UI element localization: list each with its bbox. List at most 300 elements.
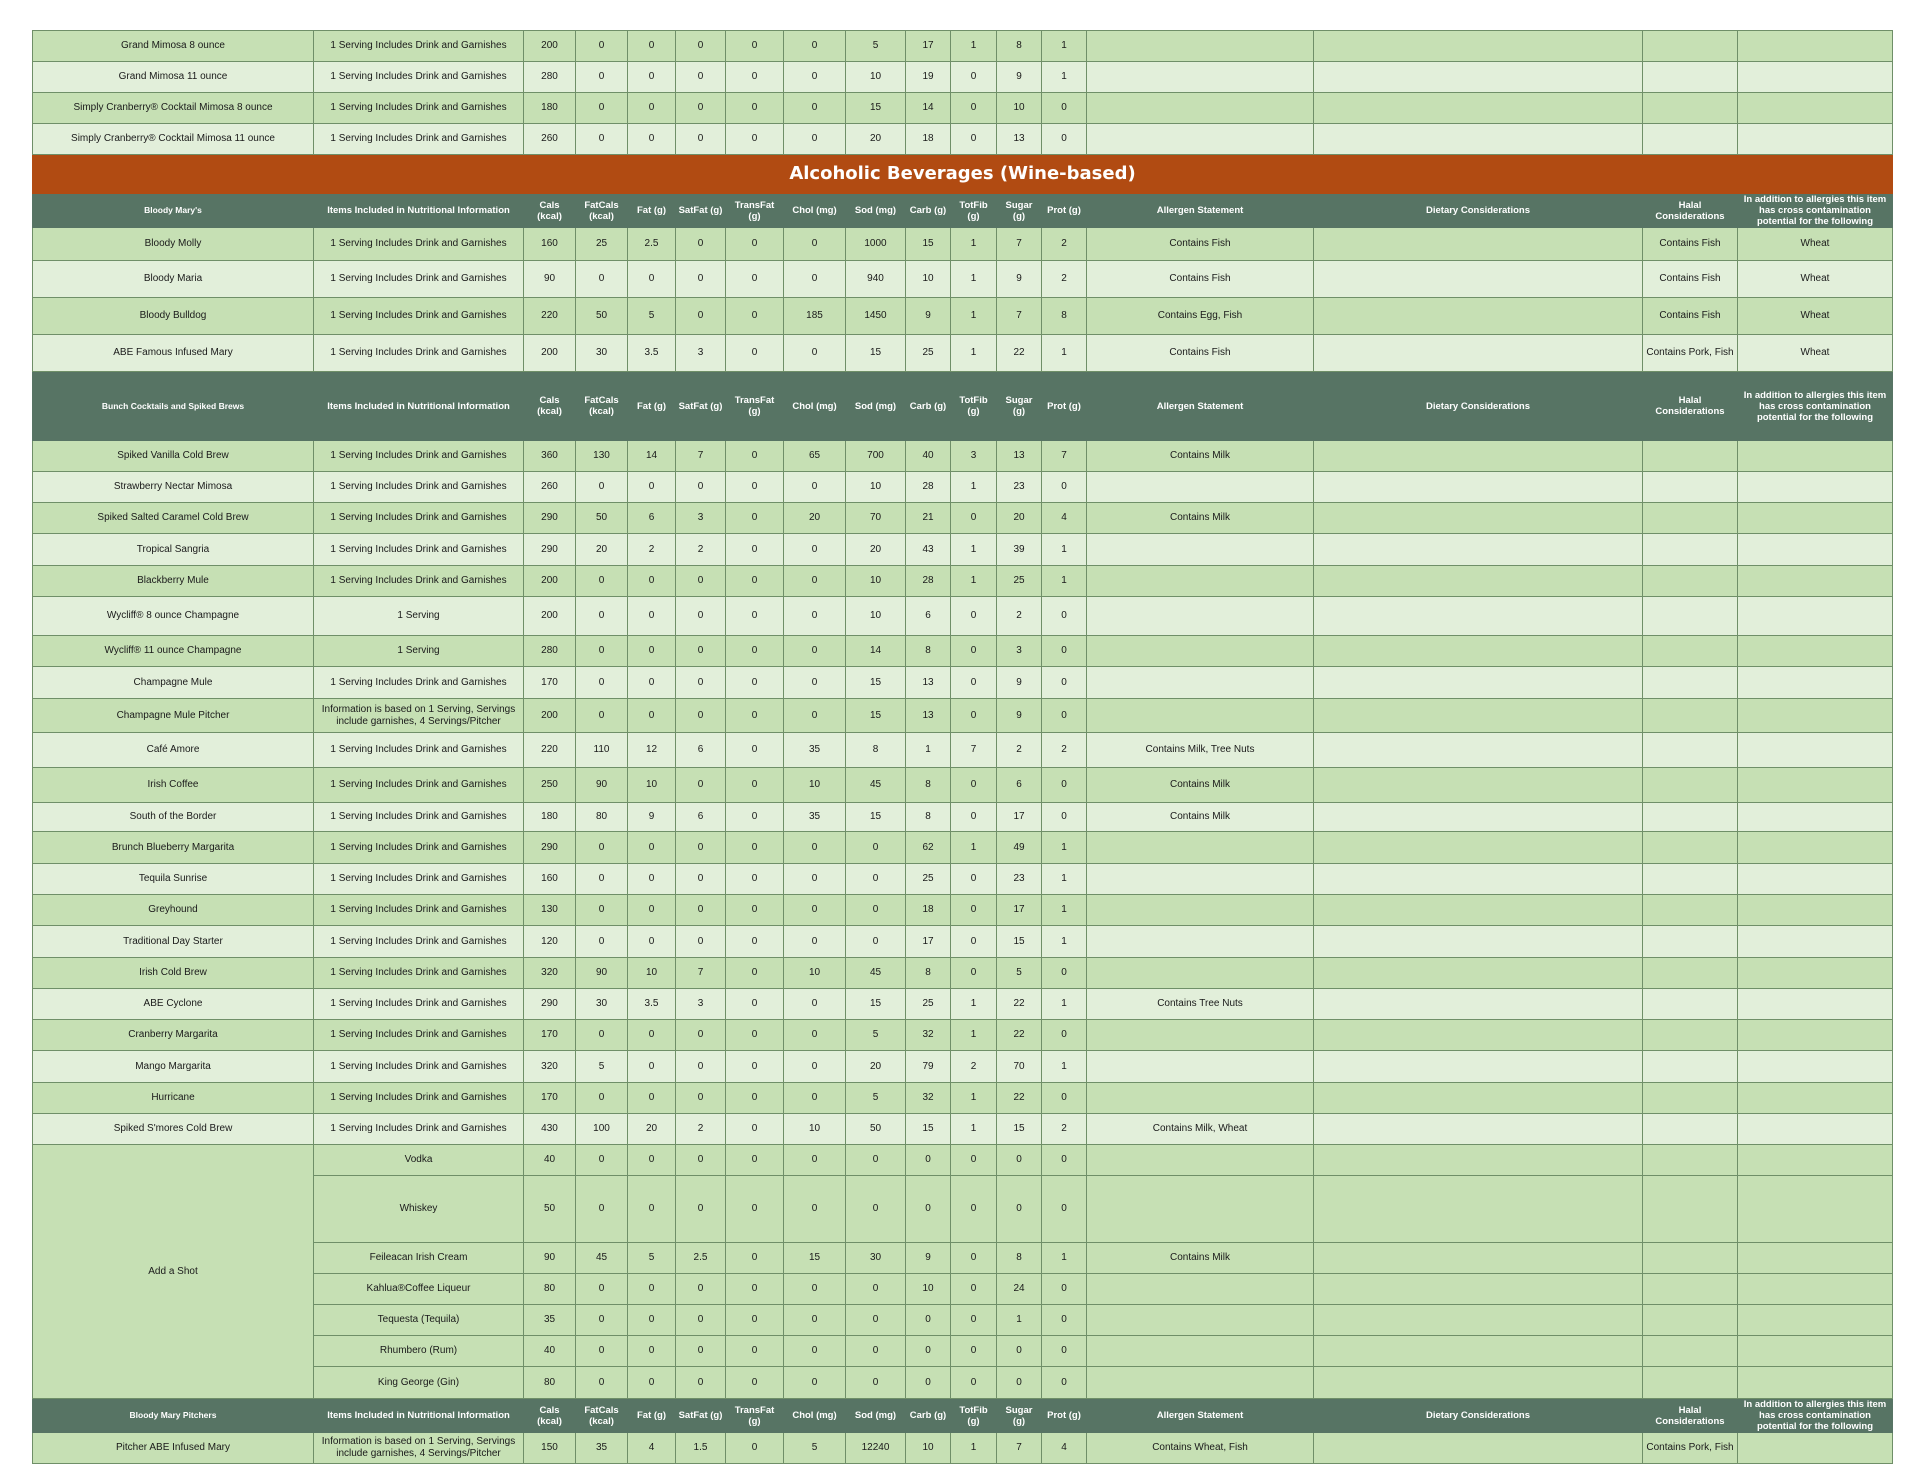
cell-chol: 185	[784, 298, 846, 335]
cell-fat: 0	[628, 667, 676, 699]
cell-cross: Wheat	[1738, 228, 1893, 261]
cell-sugar: 9	[997, 667, 1042, 699]
items-included: 1 Serving Includes Drink and Garnishes	[314, 261, 524, 298]
cell-cross	[1738, 895, 1893, 926]
cell-fatcals: 0	[576, 1274, 628, 1305]
cell-sod: 1000	[846, 228, 906, 261]
table-row	[33, 733, 1893, 768]
cell-allergen: Contains Milk	[1087, 803, 1314, 832]
cell-allergen	[1087, 895, 1314, 926]
cell-chol: 0	[784, 1274, 846, 1305]
table-row	[33, 1083, 1893, 1114]
cell-cals: 80	[524, 1367, 576, 1399]
cell-cals: 35	[524, 1305, 576, 1336]
cell-transfat: 0	[726, 472, 784, 503]
cell-sod: 10	[846, 566, 906, 597]
cell-satfat: 0	[676, 926, 726, 958]
header-totfib: TotFib (g)	[951, 194, 997, 228]
item-name: Cranberry Margarita	[33, 1020, 314, 1051]
cell-allergen	[1087, 636, 1314, 667]
cell-sod: 940	[846, 261, 906, 298]
item-name: ABE Cyclone	[33, 989, 314, 1020]
cell-cals: 260	[524, 124, 576, 155]
cell-cals: 120	[524, 926, 576, 958]
cell-satfat: 0	[676, 62, 726, 93]
cell-fatcals: 0	[576, 926, 628, 958]
cell-halal	[1643, 1274, 1738, 1305]
cell-fatcals: 0	[576, 31, 628, 62]
cell-fatcals: 0	[576, 699, 628, 733]
cell-cals: 290	[524, 832, 576, 864]
cell-prot: 4	[1042, 1433, 1087, 1464]
cell-chol: 10	[784, 958, 846, 989]
cell-halal	[1643, 597, 1738, 636]
cell-chol: 0	[784, 895, 846, 926]
item-name: ABE Famous Infused Mary	[33, 335, 314, 372]
cell-dietary	[1314, 1145, 1643, 1176]
cell-sugar: 13	[997, 441, 1042, 472]
cell-fatcals: 30	[576, 989, 628, 1020]
shot-name: King George (Gin)	[314, 1367, 524, 1399]
header-prot: Prot (g)	[1042, 372, 1087, 441]
cell-sugar: 0	[997, 1145, 1042, 1176]
cell-dietary	[1314, 864, 1643, 895]
cell-fat: 2.5	[628, 228, 676, 261]
cell-fatcals: 0	[576, 597, 628, 636]
cell-transfat: 0	[726, 1051, 784, 1083]
nutrition-table	[32, 30, 1893, 1464]
item-name: Wycliff® 11 ounce Champagne	[33, 636, 314, 667]
cell-allergen	[1087, 124, 1314, 155]
item-name: Grand Mimosa 11 ounce	[33, 62, 314, 93]
cell-transfat: 0	[726, 832, 784, 864]
items-included: 1 Serving Includes Drink and Garnishes	[314, 1020, 524, 1051]
cell-halal	[1643, 958, 1738, 989]
cell-carb: 28	[906, 472, 951, 503]
cell-cross	[1738, 699, 1893, 733]
cell-fat: 0	[628, 1176, 676, 1243]
cell-prot: 2	[1042, 733, 1087, 768]
cell-dietary	[1314, 441, 1643, 472]
cell-satfat: 0	[676, 1367, 726, 1399]
items-included: Information is based on 1 Serving, Servings include garnishes, 4 Servings/Pitcher	[314, 699, 524, 733]
header-sod: Sod (mg)	[846, 1399, 906, 1433]
table-row	[33, 597, 1893, 636]
cell-totfib: 0	[951, 1336, 997, 1367]
cell-chol: 35	[784, 803, 846, 832]
cell-totfib: 2	[951, 1051, 997, 1083]
table-row	[33, 566, 1893, 597]
cell-satfat: 6	[676, 733, 726, 768]
header-sod: Sod (mg)	[846, 194, 906, 228]
cell-cross	[1738, 93, 1893, 124]
cell-prot: 0	[1042, 1020, 1087, 1051]
cell-halal	[1643, 636, 1738, 667]
cell-cals: 40	[524, 1145, 576, 1176]
cell-cals: 150	[524, 1433, 576, 1464]
cell-carb: 10	[906, 261, 951, 298]
header-chol: Chol (mg)	[784, 372, 846, 441]
table-row	[33, 636, 1893, 667]
cell-satfat: 3	[676, 335, 726, 372]
cell-halal	[1643, 1176, 1738, 1243]
header-totfib: TotFib (g)	[951, 1399, 997, 1433]
items-included: 1 Serving Includes Drink and Garnishes	[314, 298, 524, 335]
cell-carb: 9	[906, 1243, 951, 1274]
cell-prot: 2	[1042, 1114, 1087, 1145]
cell-fat: 5	[628, 1243, 676, 1274]
cell-dietary	[1314, 768, 1643, 803]
cell-satfat: 0	[676, 636, 726, 667]
cell-dietary	[1314, 31, 1643, 62]
item-name: Café Amore	[33, 733, 314, 768]
cell-chol: 0	[784, 926, 846, 958]
cell-totfib: 3	[951, 441, 997, 472]
cell-halal	[1643, 1114, 1738, 1145]
item-name: Mango Margarita	[33, 1051, 314, 1083]
cell-fatcals: 0	[576, 636, 628, 667]
cell-halal	[1643, 803, 1738, 832]
cell-allergen: Contains Wheat, Fish	[1087, 1433, 1314, 1464]
cell-cross	[1738, 733, 1893, 768]
cell-satfat: 0	[676, 1083, 726, 1114]
cell-chol: 0	[784, 566, 846, 597]
header-items: Items Included in Nutritional Information	[314, 194, 524, 228]
cell-fat: 0	[628, 1051, 676, 1083]
cell-transfat: 0	[726, 699, 784, 733]
cell-allergen: Contains Milk, Tree Nuts	[1087, 733, 1314, 768]
items-included: 1 Serving Includes Drink and Garnishes	[314, 895, 524, 926]
cell-carb: 14	[906, 93, 951, 124]
items-included: 1 Serving Includes Drink and Garnishes	[314, 864, 524, 895]
cell-sod: 0	[846, 864, 906, 895]
cell-allergen	[1087, 93, 1314, 124]
cell-cals: 200	[524, 699, 576, 733]
cell-prot: 0	[1042, 1274, 1087, 1305]
cell-halal	[1643, 1020, 1738, 1051]
cell-cals: 220	[524, 298, 576, 335]
header-cals: Cals (kcal)	[524, 1399, 576, 1433]
cell-satfat: 0	[676, 1336, 726, 1367]
cell-halal	[1643, 1243, 1738, 1274]
cell-transfat: 0	[726, 93, 784, 124]
cell-carb: 8	[906, 636, 951, 667]
cell-prot: 0	[1042, 1305, 1087, 1336]
cell-sod: 0	[846, 832, 906, 864]
cell-sugar: 23	[997, 864, 1042, 895]
cell-totfib: 0	[951, 958, 997, 989]
header-sugar: Sugar (g)	[997, 1399, 1042, 1433]
item-name: Simply Cranberry® Cocktail Mimosa 8 ounce	[33, 93, 314, 124]
cell-prot: 0	[1042, 597, 1087, 636]
cell-fat: 9	[628, 803, 676, 832]
cell-fat: 6	[628, 503, 676, 534]
cell-totfib: 1	[951, 534, 997, 566]
cell-sod: 15	[846, 989, 906, 1020]
cell-dietary	[1314, 261, 1643, 298]
table-row	[33, 441, 1893, 472]
cell-prot: 0	[1042, 667, 1087, 699]
cell-fatcals: 25	[576, 228, 628, 261]
header-prot: Prot (g)	[1042, 194, 1087, 228]
cell-allergen: Contains Tree Nuts	[1087, 989, 1314, 1020]
cell-cross: Wheat	[1738, 261, 1893, 298]
cell-carb: 13	[906, 699, 951, 733]
cell-sugar: 15	[997, 1114, 1042, 1145]
cell-allergen: Contains Milk	[1087, 768, 1314, 803]
cell-carb: 25	[906, 335, 951, 372]
table-row	[33, 667, 1893, 699]
cell-allergen	[1087, 472, 1314, 503]
cell-halal	[1643, 472, 1738, 503]
cell-sod: 15	[846, 699, 906, 733]
cell-carb: 15	[906, 1114, 951, 1145]
header-fatcals: FatCals (kcal)	[576, 1399, 628, 1433]
header-prot: Prot (g)	[1042, 1399, 1087, 1433]
cell-totfib: 0	[951, 1243, 997, 1274]
cell-fat: 0	[628, 93, 676, 124]
cell-fat: 20	[628, 1114, 676, 1145]
cell-satfat: 0	[676, 1051, 726, 1083]
cell-transfat: 0	[726, 1305, 784, 1336]
cell-halal	[1643, 534, 1738, 566]
cell-totfib: 0	[951, 1176, 997, 1243]
cell-transfat: 0	[726, 803, 784, 832]
cell-dietary	[1314, 636, 1643, 667]
cell-carb: 8	[906, 768, 951, 803]
cell-dietary	[1314, 989, 1643, 1020]
cell-prot: 2	[1042, 228, 1087, 261]
header-cross: In addition to allergies this item has cross contamination potential for the following	[1738, 372, 1893, 441]
cell-transfat: 0	[726, 534, 784, 566]
cell-halal	[1643, 31, 1738, 62]
items-included: Information is based on 1 Serving, Servings include garnishes, 4 Servings/Pitcher	[314, 1433, 524, 1464]
cell-totfib: 1	[951, 298, 997, 335]
item-name: Hurricane	[33, 1083, 314, 1114]
cell-halal	[1643, 926, 1738, 958]
cell-chol: 65	[784, 441, 846, 472]
cell-halal	[1643, 62, 1738, 93]
cell-sod: 45	[846, 768, 906, 803]
cell-fatcals: 0	[576, 864, 628, 895]
item-name: Greyhound	[33, 895, 314, 926]
cell-transfat: 0	[726, 926, 784, 958]
cell-cals: 180	[524, 803, 576, 832]
cell-chol: 10	[784, 768, 846, 803]
cell-carb: 17	[906, 926, 951, 958]
cell-satfat: 1.5	[676, 1433, 726, 1464]
cell-satfat: 0	[676, 228, 726, 261]
items-included: 1 Serving Includes Drink and Garnishes	[314, 31, 524, 62]
cell-transfat: 0	[726, 261, 784, 298]
cell-chol: 0	[784, 832, 846, 864]
cell-fatcals: 30	[576, 335, 628, 372]
cell-fat: 0	[628, 31, 676, 62]
cell-fat: 0	[628, 62, 676, 93]
cell-dietary	[1314, 534, 1643, 566]
cell-fatcals: 0	[576, 472, 628, 503]
cell-cross	[1738, 1083, 1893, 1114]
cell-cross	[1738, 503, 1893, 534]
cell-cals: 50	[524, 1176, 576, 1243]
cell-dietary	[1314, 733, 1643, 768]
cell-totfib: 1	[951, 31, 997, 62]
cell-fat: 0	[628, 472, 676, 503]
cell-fatcals: 90	[576, 768, 628, 803]
cell-carb: 18	[906, 895, 951, 926]
cell-cross	[1738, 1243, 1893, 1274]
cell-allergen: Contains Milk, Wheat	[1087, 1114, 1314, 1145]
cell-transfat: 0	[726, 733, 784, 768]
header-items: Items Included in Nutritional Information	[314, 1399, 524, 1433]
cell-totfib: 1	[951, 1433, 997, 1464]
items-included: 1 Serving Includes Drink and Garnishes	[314, 667, 524, 699]
cell-prot: 4	[1042, 503, 1087, 534]
cell-cals: 360	[524, 441, 576, 472]
shot-name: Rhumbero (Rum)	[314, 1336, 524, 1367]
cell-totfib: 0	[951, 124, 997, 155]
cell-sugar: 25	[997, 566, 1042, 597]
cell-carb: 0	[906, 1145, 951, 1176]
cell-dietary	[1314, 699, 1643, 733]
cell-carb: 28	[906, 566, 951, 597]
cell-cross	[1738, 926, 1893, 958]
cell-totfib: 0	[951, 768, 997, 803]
cell-fat: 4	[628, 1433, 676, 1464]
cell-halal	[1643, 1305, 1738, 1336]
header-cross: In addition to allergies this item has cross contamination potential for the following	[1738, 194, 1893, 228]
cell-halal	[1643, 864, 1738, 895]
cell-transfat: 0	[726, 124, 784, 155]
table-row	[33, 261, 1893, 298]
cell-sod: 15	[846, 667, 906, 699]
header-dietary: Dietary Considerations	[1314, 372, 1643, 441]
header-sod: Sod (mg)	[846, 372, 906, 441]
cell-satfat: 0	[676, 832, 726, 864]
cell-fat: 0	[628, 699, 676, 733]
item-name: Bloody Maria	[33, 261, 314, 298]
cell-chol: 0	[784, 597, 846, 636]
cell-totfib: 0	[951, 699, 997, 733]
header-items: Items Included in Nutritional Information	[314, 372, 524, 441]
cell-sugar: 9	[997, 62, 1042, 93]
item-name: Spiked Salted Caramel Cold Brew	[33, 503, 314, 534]
cell-halal	[1643, 768, 1738, 803]
items-included: 1 Serving Includes Drink and Garnishes	[314, 335, 524, 372]
cell-fat: 0	[628, 832, 676, 864]
cell-fat: 0	[628, 895, 676, 926]
cell-fat: 10	[628, 958, 676, 989]
items-included: 1 Serving Includes Drink and Garnishes	[314, 62, 524, 93]
cell-fat: 0	[628, 636, 676, 667]
header-allergen: Allergen Statement	[1087, 372, 1314, 441]
table-row	[33, 1114, 1893, 1145]
cell-allergen	[1087, 31, 1314, 62]
item-name: Spiked S'mores Cold Brew	[33, 1114, 314, 1145]
header-carb: Carb (g)	[906, 372, 951, 441]
cell-cross: Wheat	[1738, 335, 1893, 372]
table-row	[33, 768, 1893, 803]
cell-halal: Contains Fish	[1643, 298, 1738, 335]
cell-cals: 160	[524, 864, 576, 895]
items-included: 1 Serving Includes Drink and Garnishes	[314, 441, 524, 472]
cell-totfib: 1	[951, 1020, 997, 1051]
cell-prot: 0	[1042, 958, 1087, 989]
table-row	[33, 228, 1893, 261]
cell-prot: 0	[1042, 1083, 1087, 1114]
cell-satfat: 6	[676, 803, 726, 832]
items-included: 1 Serving Includes Drink and Garnishes	[314, 989, 524, 1020]
cell-sod: 8	[846, 733, 906, 768]
section-label: Bloody Mary Pitchers	[33, 1399, 314, 1433]
cell-carb: 0	[906, 1176, 951, 1243]
cell-cross	[1738, 31, 1893, 62]
cell-transfat: 0	[726, 335, 784, 372]
cell-transfat: 0	[726, 298, 784, 335]
cell-allergen	[1087, 1176, 1314, 1243]
cell-dietary	[1314, 1305, 1643, 1336]
cell-fat: 0	[628, 1305, 676, 1336]
cell-chol: 0	[784, 1145, 846, 1176]
cell-cals: 250	[524, 768, 576, 803]
cell-transfat: 0	[726, 1083, 784, 1114]
cell-totfib: 1	[951, 1114, 997, 1145]
item-name: Irish Coffee	[33, 768, 314, 803]
cell-carb: 79	[906, 1051, 951, 1083]
table-row	[33, 534, 1893, 566]
header-transfat: TransFat (g)	[726, 1399, 784, 1433]
cell-sugar: 5	[997, 958, 1042, 989]
cell-sod: 0	[846, 1305, 906, 1336]
cell-prot: 1	[1042, 566, 1087, 597]
header-fat: Fat (g)	[628, 372, 676, 441]
cell-fat: 0	[628, 1274, 676, 1305]
cell-halal	[1643, 733, 1738, 768]
table-row	[33, 832, 1893, 864]
header-allergen: Allergen Statement	[1087, 194, 1314, 228]
cell-cross	[1738, 62, 1893, 93]
table-row	[33, 472, 1893, 503]
cell-satfat: 0	[676, 298, 726, 335]
cell-totfib: 0	[951, 667, 997, 699]
item-name: Grand Mimosa 8 ounce	[33, 31, 314, 62]
cell-satfat: 0	[676, 93, 726, 124]
cell-chol: 0	[784, 1305, 846, 1336]
cell-chol: 0	[784, 335, 846, 372]
header-cals: Cals (kcal)	[524, 372, 576, 441]
cell-totfib: 7	[951, 733, 997, 768]
cell-prot: 0	[1042, 768, 1087, 803]
cell-halal	[1643, 441, 1738, 472]
cell-cross	[1738, 1020, 1893, 1051]
cell-dietary	[1314, 566, 1643, 597]
cell-halal: Contains Fish	[1643, 228, 1738, 261]
cell-satfat: 2.5	[676, 1243, 726, 1274]
cell-chol: 20	[784, 503, 846, 534]
item-name: Tropical Sangria	[33, 534, 314, 566]
cell-sod: 14	[846, 636, 906, 667]
cell-carb: 43	[906, 534, 951, 566]
cell-satfat: 0	[676, 472, 726, 503]
cell-totfib: 1	[951, 472, 997, 503]
cell-prot: 7	[1042, 441, 1087, 472]
cell-carb: 15	[906, 228, 951, 261]
cell-totfib: 1	[951, 566, 997, 597]
shot-name: Kahlua®Coffee Liqueur	[314, 1274, 524, 1305]
cell-dietary	[1314, 1243, 1643, 1274]
cell-sod: 15	[846, 803, 906, 832]
cell-sod: 5	[846, 1083, 906, 1114]
